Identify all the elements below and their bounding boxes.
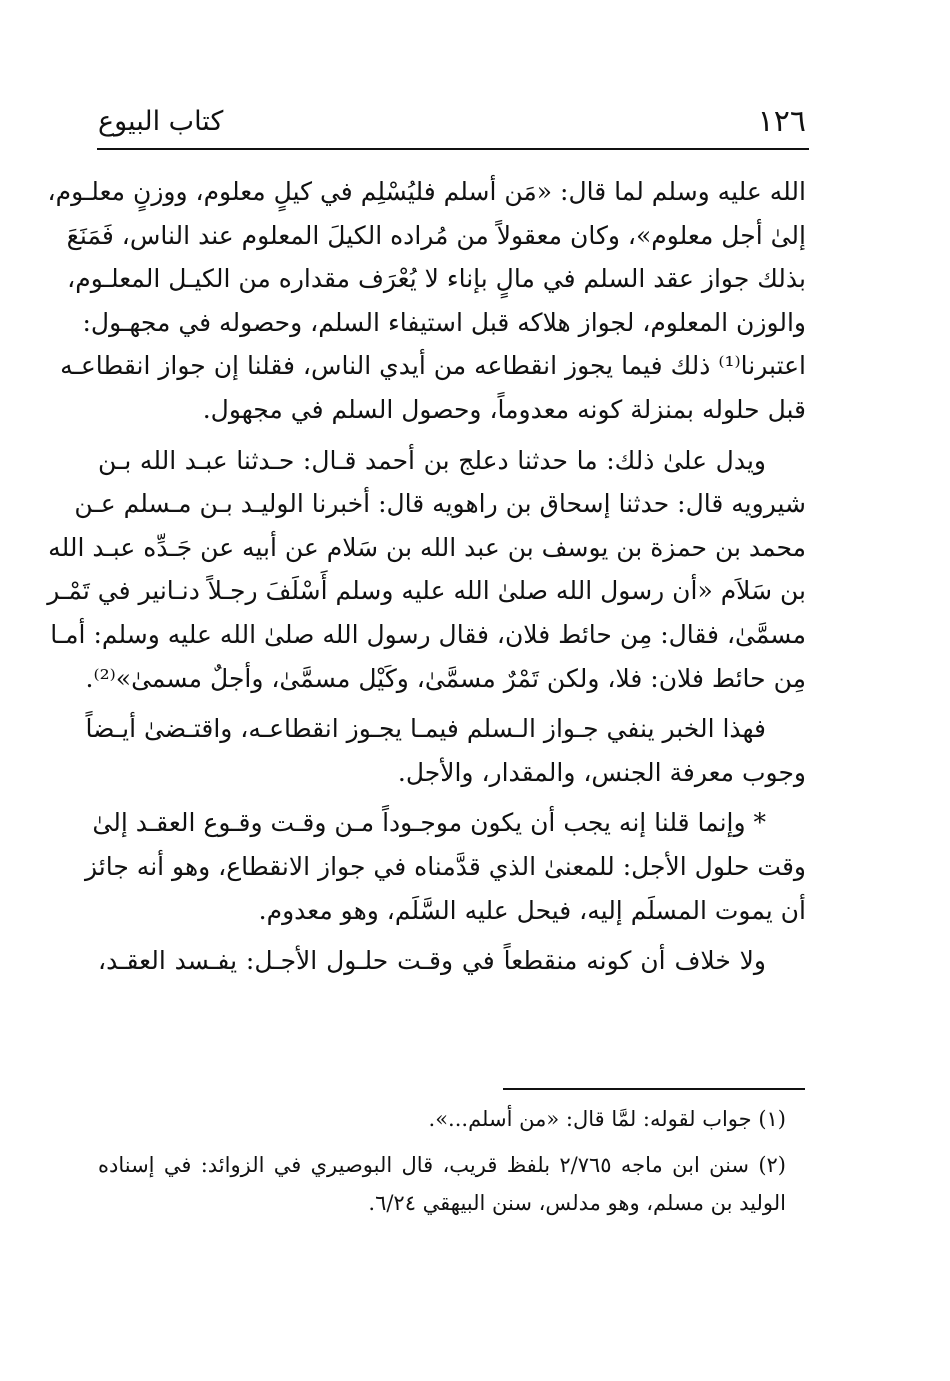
- running-title: كتاب البيوع: [98, 106, 224, 137]
- footnote-divider: [503, 1088, 805, 1090]
- text-line: فهذا الخبر ينفي جـواز الـسلم فيمـا يجـوز انقطاعـه، واقتـضىٰ أيـضاً: [85, 714, 766, 744]
- text-line: وقت حلول الأجل: للمعنىٰ الذي قدَّمناه في جواز الانقطاع، وهو أنه جائز: [85, 851, 806, 881]
- footnotes: [98, 1100, 806, 1230]
- text-line: مسمَّىٰ، فقال: مِن حائط فلان، فقال رسول الله صلىٰ الله عليه وسلم: أمـا: [50, 619, 806, 649]
- text-line: محمد بن حمزة بن يوسف بن عبد الله بن سَلام عن أبيه عن جَـدِّه عبـد الله: [48, 532, 806, 562]
- page-number: ١٢٦: [757, 104, 806, 139]
- text-line: ولا خلاف أن كونه منقطعاً في وقـت حلـول الأجـل: يفـسد العقـد،: [98, 946, 766, 976]
- text-line: مِن حائط فلان: فلا، ولكن تَمْرٌ مسمَّىٰ، وكَيْل مسمَّىٰ، وأجلٌ مسمىٰ»⁽²⁾.: [85, 663, 806, 693]
- text-line: ويدل علىٰ ذلك: ما حدثنا دعلج بن أحمد قـال: حـدثنا عبـد الله بـن: [98, 445, 766, 475]
- text-line: إلىٰ أجل معلوم»، وكان معقولاً من مُراده الكيلَ المعلوم عند الناس، فَمَنَعَ: [66, 220, 806, 250]
- footnote-2: [98, 1146, 806, 1222]
- paragraph: [85, 707, 806, 794]
- text-line: الله عليه وسلم لما قال: «مَن أسلم فليُسْلِم في كيلٍ معلوم، ووزنٍ معلـوم،: [47, 177, 806, 206]
- footnote-1: [98, 1100, 806, 1138]
- page-header: [98, 100, 806, 146]
- text-line: قبل حلوله بمنزلة كونه معدوماً، وحصول السلم في مجهول.: [202, 394, 806, 424]
- paragraph: [98, 939, 806, 983]
- paragraph: [85, 801, 806, 932]
- text-line: اعتبرنا⁽¹⁾ ذلك فيما يجوز انقطاعه من أيدي الناس، فقلنا إن جواز انقطاعـه: [60, 351, 806, 381]
- text-line: أن يموت المسلَم إليه، فيحل عليه السَّلَم، وهو معدوم.: [258, 895, 806, 925]
- text-line: وجوب معرفة الجنس، والمقدار، والأجل.: [397, 757, 806, 787]
- text-line: * وإنما قلنا إنه يجب أن يكون موجـوداً مـن وقـت وقـوع العقـد إلىٰ: [92, 808, 766, 838]
- paragraph: [47, 439, 806, 701]
- text-line: شيرويه قال: حدثنا إسحاق بن راهويه قال: أخبرنا الوليـد بـن مـسلم عـن: [74, 489, 806, 519]
- footnote-line: (١) جواب لقوله: لمَّا قال: «من أسلم...».: [428, 1107, 786, 1131]
- header-divider: [97, 148, 809, 150]
- text-line: بذلك جواز عقد السلم في مالٍ بإناء لا يُعْرَف مقداره من الكيـل المعلـوم،: [67, 264, 806, 294]
- paragraph: [47, 170, 806, 432]
- main-text: [47, 170, 806, 990]
- text-line: بن سَلاَم «أن رسول الله صلىٰ الله عليه وسلم أَسْلَفَ رجـلاً دنـانير في تَمْـر: [47, 576, 806, 606]
- text-line: والوزن المعلوم، لجواز هلاكه قبل استيفاء السلم، وحصوله في مجهـول:: [82, 307, 806, 337]
- footnote-line: الوليد بن مسلم، وهو مدلس، سنن البيهقي ٦/٢٤.: [368, 1191, 786, 1215]
- footnote-line: (٢) سنن ابن ماجه ٢/٧٦٥ بلفظ قريب، قال البوصيري في الزوائد: في إسناده: [98, 1153, 786, 1177]
